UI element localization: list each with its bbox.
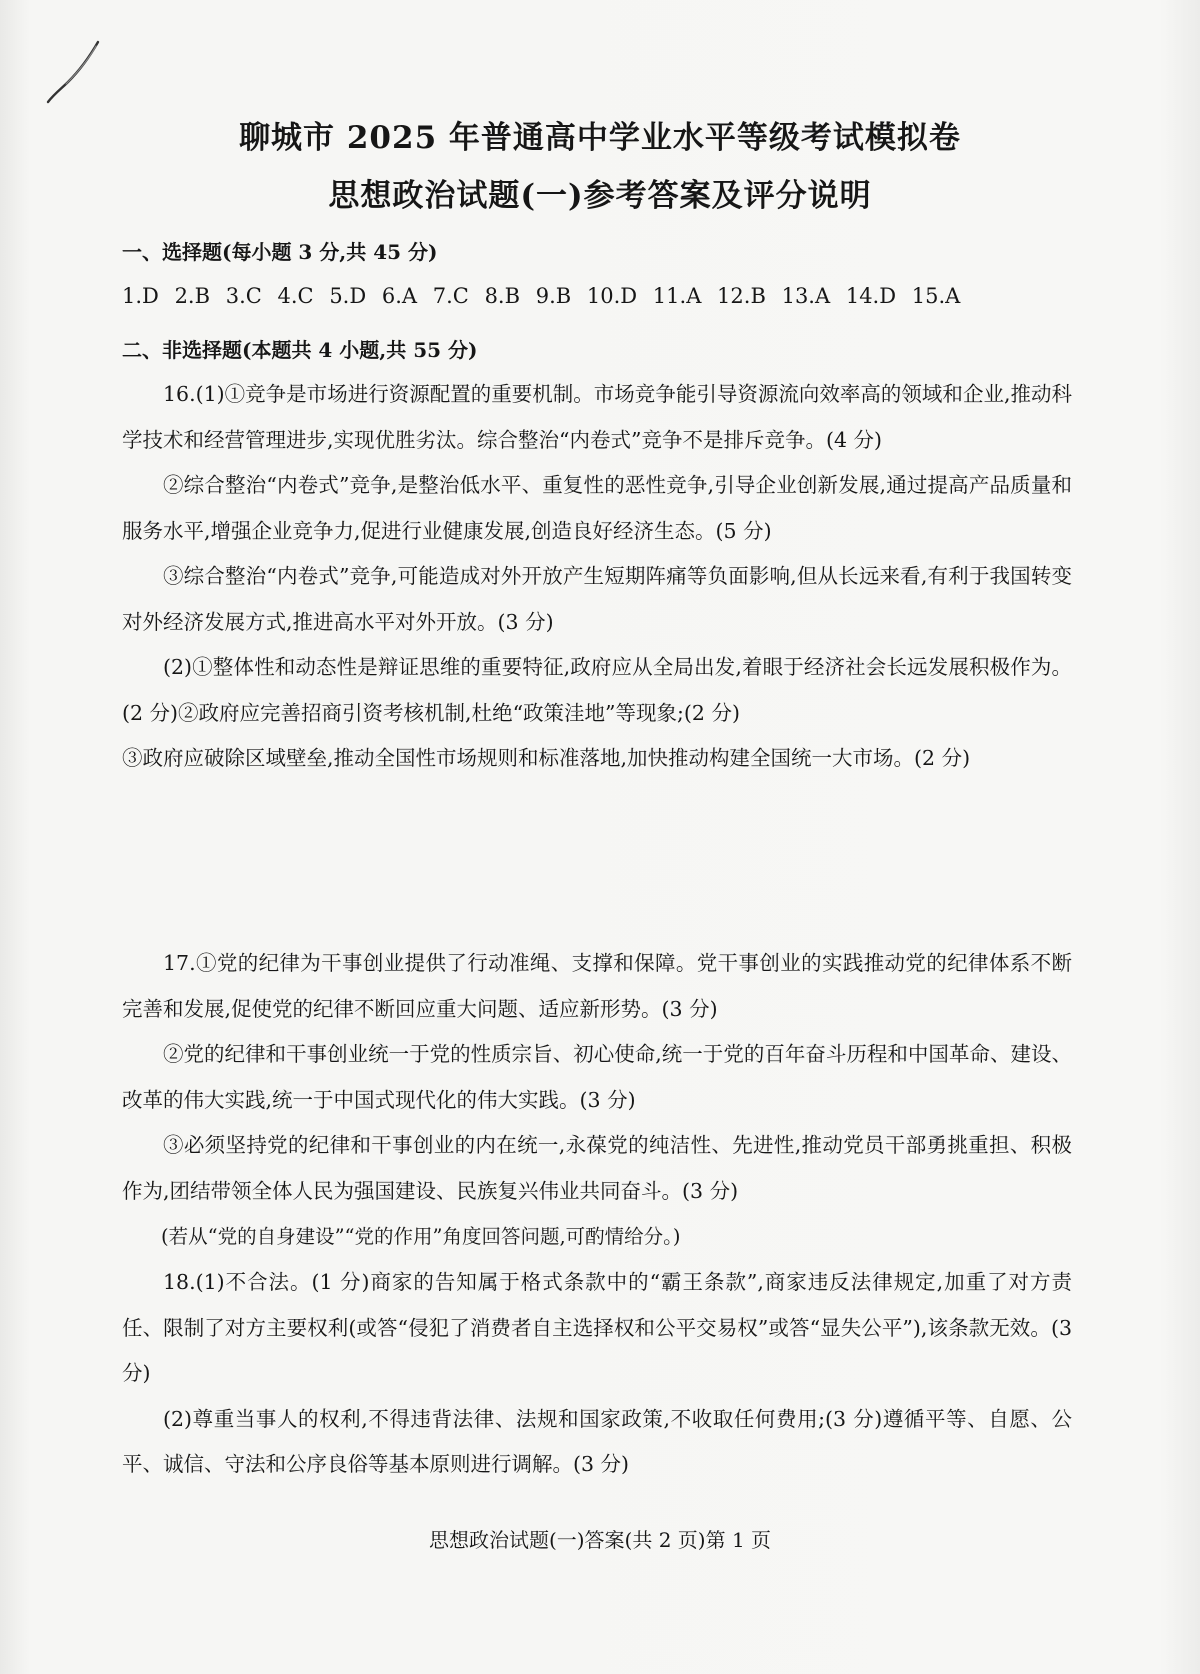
answer-item: 9.B — [535, 284, 572, 308]
q18-paragraph-2: (2)尊重当事人的权利,不得违背法律、法规和国家政策,不收取任何费用;(3 分)遵循平等、自愿、公平、诚信、守法和公序良俗等基本原则进行调解。(3 分) — [122, 1406, 1072, 1476]
section-heading-choice: 一、选择题(每小题 3 分,共 45 分) — [122, 240, 438, 264]
page-title: 聊城市 2025 年普通高中学业水平等级考试模拟卷 — [239, 120, 961, 156]
answer-item: 4.C — [277, 284, 314, 308]
answer-item: 3.C — [225, 284, 262, 308]
answer-item: 1.D — [122, 284, 159, 308]
answer-item: 12.B — [717, 284, 766, 308]
answer-item: 14.D — [845, 284, 897, 308]
answer-item: 10.D — [586, 284, 638, 308]
q16-paragraph-3: ③综合整治“内卷式”竞争,可能造成对外开放产生短期阵痛等负面影响,但从长远来看,有利于我国转变对外经济发展方式,推进高水平对外开放。(3 分) — [122, 564, 1072, 634]
q16-paragraph-5: ③政府应破除区域壁垒,推动全国性市场规则和标准落地,加快推动构建全国统一大市场。(2 分) — [122, 746, 971, 770]
question-18-answer — [122, 1260, 1072, 1488]
answer-item: 6.A — [381, 284, 418, 308]
answer-item: 7.C — [432, 284, 469, 308]
q16-paragraph-1: 16.(1)①竞争是市场进行资源配置的重要机制。市场竞争能引导资源流向效率高的领域和企业,推动科学技术和经营管理进步,实现优胜劣汰。综合整治“内卷式”竞争不是排斥竞争。(4 分) — [122, 382, 1072, 452]
choice-answers — [122, 284, 1082, 308]
answer-item: 11.A — [652, 284, 702, 308]
q17-paragraph-1: 17.①党的纪律为干事创业提供了行动准绳、支撑和保障。党干事创业的实践推动党的纪律体系不断完善和发展,促使党的纪律不断回应重大问题、适应新形势。(3 分) — [122, 951, 1072, 1021]
section-heading-nonchoice: 二、非选择题(本题共 4 小题,共 55 分) — [122, 338, 478, 362]
q16-paragraph-4: (2)①整体性和动态性是辩证思维的重要特征,政府应从全局出发,着眼于经济社会长远发展积极作为。(2 分)②政府应完善招商引资考核机制,杜绝“政策洼地”等现象;(2 分) — [122, 655, 1072, 725]
q17-paragraph-3: ③必须坚持党的纪律和干事创业的内在统一,永葆党的纯洁性、先进性,推动党员干部勇挑重担、积极作为,团结带领全体人民为强国建设、民族复兴伟业共同奋斗。(3 分) — [122, 1133, 1072, 1203]
q17-paragraph-2: ②党的纪律和干事创业统一于党的性质宗旨、初心使命,统一于党的百年奋斗历程和中国革命、建设、改革的伟大实践,统一于中国式现代化的伟大实践。(3 分) — [122, 1042, 1072, 1112]
page-subtitle: 思想政治试题(一)参考答案及评分说明 — [328, 178, 872, 214]
answer-item: 2.B — [174, 284, 211, 308]
answer-item: 15.A — [911, 284, 961, 308]
answer-item: 8.B — [484, 284, 521, 308]
q17-scoring-note: (若从“党的自身建设”“党的作用”角度回答问题,可酌情给分。) — [161, 1225, 681, 1248]
question-17-answer — [122, 941, 1072, 1260]
pen-stroke-mark — [40, 38, 110, 108]
question-16-answer — [122, 372, 1072, 782]
answer-item: 5.D — [329, 284, 367, 308]
q18-paragraph-1: 18.(1)不合法。(1 分)商家的告知属于格式条款中的“霸王条款”,商家违反法律规定,加重了对方责任、限制了对方主要权利(或答“侵犯了消费者自主选择权和公平交易权”或答“显失公平”),该条款无效。(3 分) — [122, 1270, 1072, 1385]
page-footer: 思想政治试题(一)答案(共 2 页)第 1 页 — [428, 1528, 772, 1552]
answer-item: 13.A — [781, 284, 831, 308]
q16-paragraph-2: ②综合整治“内卷式”竞争,是整治低水平、重复性的恶性竞争,引导企业创新发展,通过提高产品质量和服务水平,增强企业竞争力,促进行业健康发展,创造良好经济生态。(5 分) — [122, 473, 1072, 543]
